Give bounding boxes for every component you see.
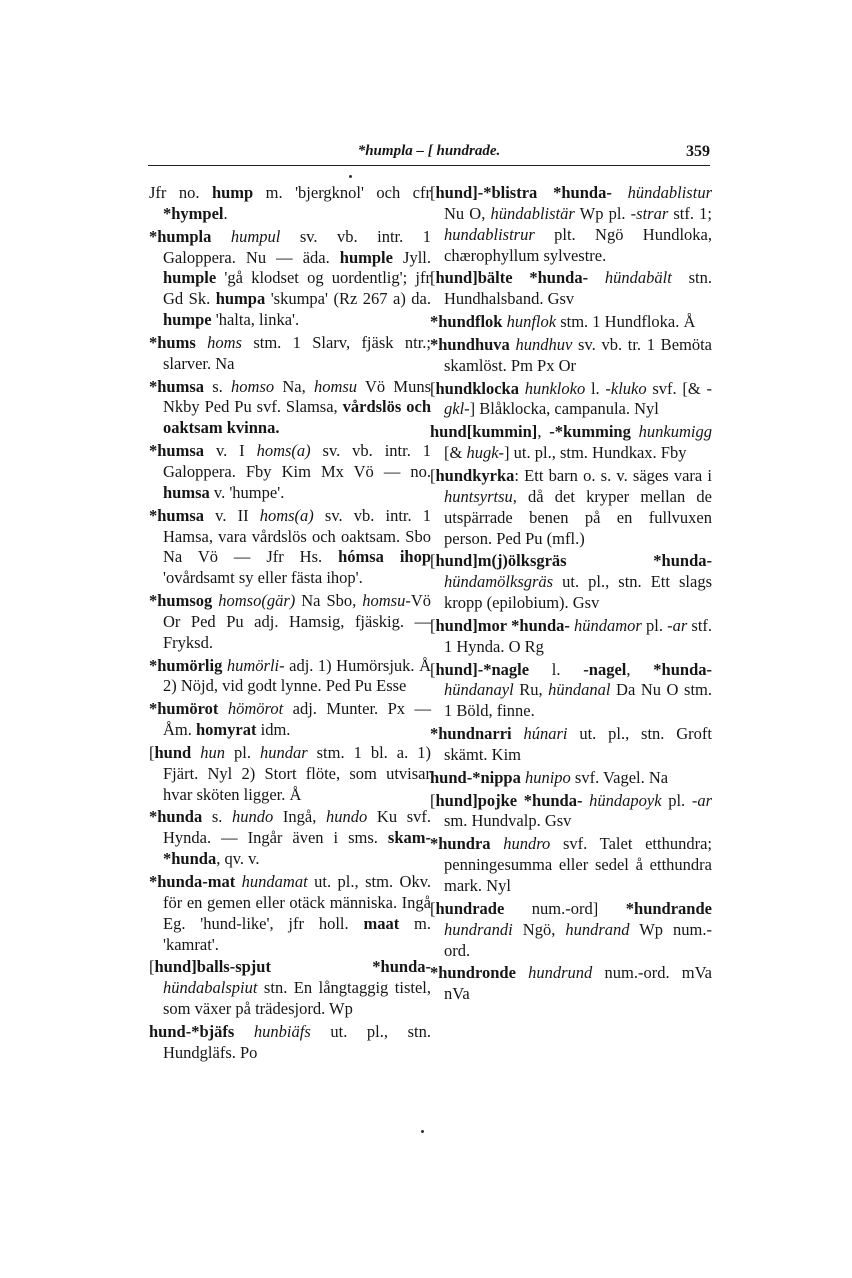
dictionary-entry: hund[kummin], -*kumming hunkumigg [& hugk-] ut. pl., stm. Hundkax. Fby (430, 422, 712, 463)
dictionary-entry: *humörot hömörot adj. Munter. Px — Åm. homyrat idm. (149, 699, 432, 740)
print-speck (349, 175, 352, 178)
dictionary-entry: *hunda-mat hundamat ut. pl., stm. Okv. för en gemen eller otäck människa. Ingå Eg. 'hund-like', jfr holl. maat m. 'kamrat'. (149, 872, 431, 954)
dictionary-entry: [hund hun pl. hundar stm. 1 bl. a. 1) Fjärt. Nyl 2) Stort flöte, som utvisar hvar sköten ligger. Å (149, 742, 432, 804)
dictionary-entry: *hundronde hundrund num.-ord. mVa nVa (430, 963, 713, 1004)
dictionary-entry: *humsog homso(gär) Na Sbo, homsu-Vö Or Ped Pu adj. Hamsig, fjäskig. — Fryksd. (149, 591, 432, 652)
dictionary-entry: *hundnarri húnari ut. pl., stn. Groft skämt. Kim (430, 724, 712, 764)
dictionary-entry: *hundflok hunflok stm. 1 Hundfloka. Å (430, 312, 696, 332)
right-column (430, 183, 712, 1007)
dictionary-entry: [hundklocka hunkloko l. -kluko svf. [& -gkl-] Blåklocka, campanula. Nyl (430, 378, 712, 419)
page-number: 359 (686, 143, 710, 160)
dictionary-entry: [hund]balls-spjut *hunda- hündabalspiut stn. En långtaggig tistel, som växer på trädesjord. Wp (149, 957, 431, 1019)
dictionary-entry: *humpla humpul sv. vb. intr. 1 Galoppera. Nu — äda. humple Jyll. humple 'gå klodset og uordentlig'; jfr Gd Sk. humpa 'skumpa' (Rz 267 a) da. humpe 'halta, linka'. (149, 226, 431, 330)
left-column (149, 183, 431, 1066)
dictionary-entry: [hund]bälte *hunda- hündabält stn. Hundhalsband. Gsv (430, 268, 713, 309)
dictionary-entry: *hums homs stm. 1 Slarv, fjäsk ntr.; slarver. Na (149, 332, 431, 373)
dictionary-entry: [hund]pojke *hunda- hündapoyk pl. -ar sm. Hundvalp. Gsv (430, 790, 712, 831)
running-head (148, 143, 710, 165)
dictionary-entry: *hunda s. hundo Ingå, hundo Ku svf. Hynda. — Ingår även i sms. skam-*hunda, qv. v. (149, 807, 431, 869)
dictionary-entry: *humsa v. II homs(a) sv. vb. intr. 1 Hamsa, vara vårdslös och oaktsam. Sbo Na Vö — Jfr Hs. hómsa ihop 'ovårdsamt sy eller fästa ihop'. (149, 505, 432, 588)
dictionary-entry: *hundhuva hundhuv sv. vb. tr. 1 Bemöta skamlöst. Pm Px Or (430, 334, 713, 375)
dictionary-entry: *humsa s. homso Na, homsu Vö Muns Nkby Ped Pu svf. Slamsa, vårdslös och oaktsam kvinna. (149, 376, 431, 438)
dictionary-entry: hund-*nippa hunipo svf. Vagel. Na (430, 767, 669, 787)
dictionary-entry: [hundkyrka: Ett barn o. s. v. säges vara i huntsyrtsu, då det kryper mellan de utspärrade benen på en fullvuxen person. Ped Pu (mfl.) (430, 465, 712, 548)
dictionary-entry: [hund]-*blistra *hunda- hündablistur Nu O, hündablistär Wp pl. -strar stf. 1; hundablistrur plt. Ngö Hundloka, chærophyllum sylvestre. (430, 183, 712, 265)
dictionary-entry: hund-*bjäfs hunbiäfs ut. pl., stn. Hundgläfs. Po (149, 1021, 431, 1062)
dictionary-entry: Jfr no. hump m. 'bjergknol' och cfr *hympel. (149, 183, 431, 223)
running-head-title: *humpla – [ hundrade. (357, 143, 501, 159)
dictionary-entry: *humörlig humörli- adj. 1) Humörsjuk. Å 2) Nöjd, vid godt lynne. Ped Pu Esse (149, 655, 431, 696)
dictionary-entry: *hundra hundro svf. Talet etthundra; penningesumma eller sedel å etthundra mark. Nyl (430, 834, 713, 895)
header-rule (148, 165, 710, 166)
dictionary-entry: *humsa v. I homs(a) sv. vb. intr. 1 Galoppera. Fby Kim Mx Vö — no. humsa v. 'humpe'. (149, 441, 431, 502)
dictionary-entry: [hund]mor *hunda- hündamor pl. -ar stf. 1 Hynda. O Rg (430, 615, 713, 656)
dictionary-entry: [hundrade num.-ord] *hundrande hundrandi Ngö, hundrand Wp num.-ord. (430, 898, 712, 960)
dictionary-entry: [hund]m(j)ölksgräs *hunda- hündamölksgräs ut. pl., stn. Ett slags kropp (epilobium). Gsv (430, 551, 712, 613)
print-speck (421, 1130, 424, 1133)
dictionary-entry: [hund]-*nagle l. -nagel, *hunda- hündanayl Ru, hündanal Da Nu O stm. 1 Böld, finne. (430, 659, 712, 721)
